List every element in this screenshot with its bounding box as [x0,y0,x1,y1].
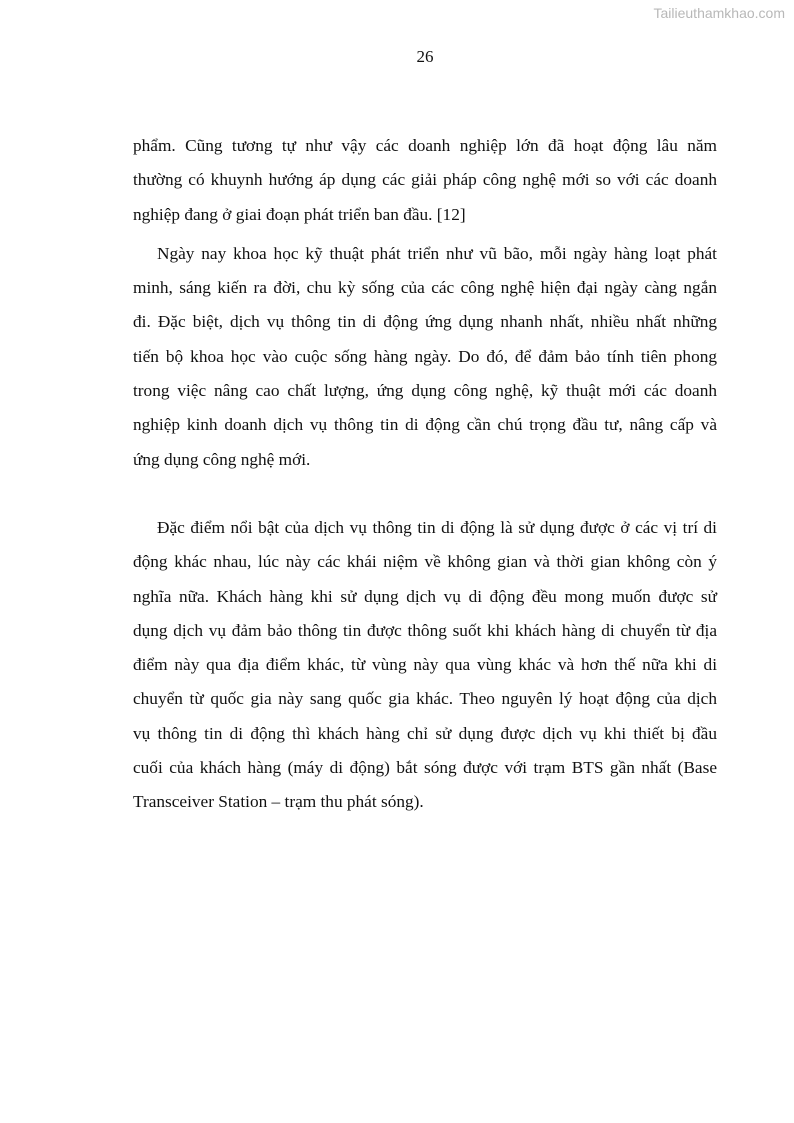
text-line: động khác nhau, lúc này các khái niệm về không gian và thời gian không còn ý [133,552,717,572]
paragraph [133,133,717,236]
text-line: Ngày nay khoa học kỹ thuật phát triển như vũ bão, mỗi ngày hàng loạt phát [157,243,717,263]
text-line: tiến bộ khoa học vào cuộc sống hàng ngày. Do đó, để đảm bảo tính tiên phong [133,346,717,366]
text-line: vụ thông tin di động thì khách hàng chỉ sử dụng được dịch vụ khi thiết bị đầu [133,723,717,743]
text-line: nghĩa nữa. Khách hàng khi sử dụng dịch vụ di động đều mong muốn được sử [133,586,717,606]
text-line: đi. Đặc biệt, dịch vụ thông tin di động ứng dụng nhanh nhất, nhiều nhất những [133,312,717,332]
text-line: trong việc nâng cao chất lượng, ứng dụng công nghệ, kỹ thuật mới các doanh [133,381,717,401]
text-line: minh, sáng kiến ra đời, chu kỳ sống của các công nghệ hiện đại ngày càng ngắn [133,278,717,298]
text-line: phẩm. Cũng tương tự như vậy các doanh nghiệp lớn đã hoạt động lâu năm [133,136,717,155]
text-line: cuối của khách hàng (máy di động) bắt sóng được với trạm BTS gần nhất (Base [133,758,717,778]
paragraph [133,515,717,824]
text-line: dụng dịch vụ đảm bảo thông tin được thông suốt khi khách hàng di chuyển từ địa [133,620,717,640]
text-line: chuyển từ quốc gia này sang quốc gia khác. Theo nguyên lý hoạt động của dịch [133,689,717,709]
text-line: Transceiver Station – trạm thu phát sóng). [133,792,424,812]
text-line: nghiệp đang ở giai đoạn phát triển ban đầu. [12] [133,204,466,224]
text-line: nghiệp kinh doanh dịch vụ thông tin di động cần chú trọng đầu tư, nâng cấp và [133,415,717,435]
page-number: 26 [416,47,434,66]
paragraph [133,241,717,481]
text-line: Đặc điểm nổi bật của dịch vụ thông tin di động là sử dụng được ở các vị trí di [157,517,717,537]
text-line: điểm này qua địa điểm khác, từ vùng này qua vùng khác và hơn thế nữa khi di [133,655,717,675]
watermark: Tailieuthamkhao.com [653,5,785,21]
text-line: thường có khuynh hướng áp dụng các giải pháp công nghệ mới so với các doanh [133,170,717,190]
text-line: ứng dụng công nghệ mới. [133,449,311,469]
document-body [133,133,717,824]
